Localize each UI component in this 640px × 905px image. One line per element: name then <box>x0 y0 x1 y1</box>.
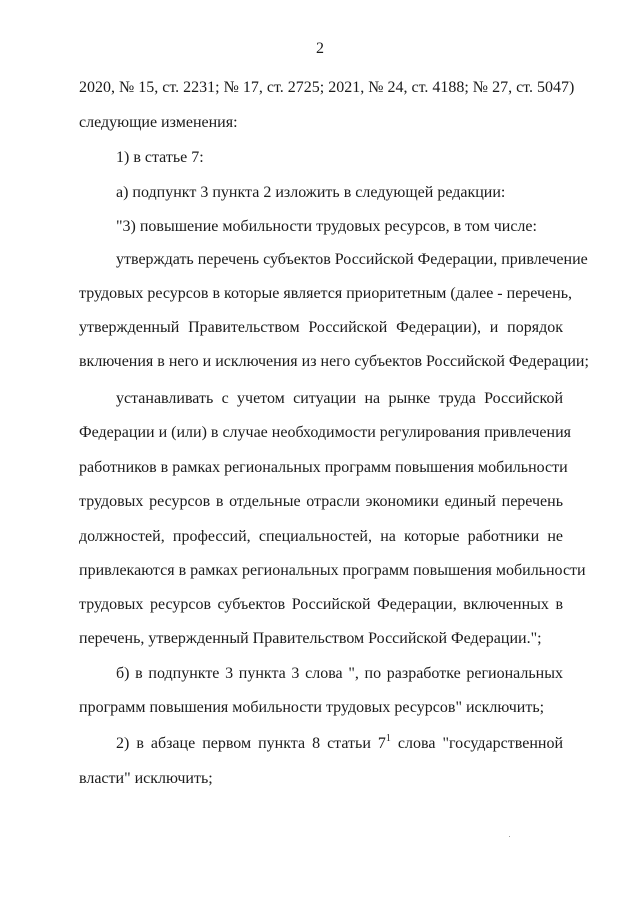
text-line: власти" исключить; <box>79 770 213 787</box>
text-line: трудовых ресурсов субъектов Российской Федерации, включенных в <box>79 596 563 613</box>
text-line: утверждать перечень субъектов Российской Федерации, привлечение <box>116 251 588 268</box>
scan-speck <box>509 836 510 837</box>
text-line: устанавливать с учетом ситуации на рынке труда Российской <box>116 390 563 407</box>
text-line-with-superscript <box>116 733 564 752</box>
text-line: б) в подпункте 3 пункта 3 слова ", по разработке региональных <box>116 665 563 682</box>
text-line: "3) повышение мобильности трудовых ресурсов, в том числе: <box>116 218 537 235</box>
page-number: 2 <box>316 40 324 57</box>
text-segment: 2) в абзаце первом пункта 8 статьи 7 <box>116 735 386 752</box>
text-line: Федерации и (или) в случае необходимости регулирования привлечения <box>79 424 572 441</box>
text-line: привлекаются в рамках региональных программ повышения мобильности <box>79 562 586 579</box>
superscript: 1 <box>385 733 391 744</box>
text-line: работников в рамках региональных программ повышения мобильности <box>79 459 568 476</box>
text-line: должностей, профессий, специальностей, на которые работники не <box>79 528 563 545</box>
text-line: утвержденный Правительством Российской Федерации), и порядок <box>79 319 563 336</box>
text-line: включения в него и исключения из него субъектов Российской Федерации; <box>79 353 589 370</box>
text-segment: слова "государственной <box>390 735 564 752</box>
text-line: следующие изменения: <box>79 114 238 131</box>
text-line: программ повышения мобильности трудовых ресурсов" исключить; <box>79 699 545 716</box>
text-line: а) подпункт 3 пункта 2 изложить в следующей редакции: <box>116 184 506 201</box>
text-line: трудовых ресурсов в отдельные отрасли экономики единый перечень <box>79 493 563 510</box>
text-line: перечень, утвержденный Правительством Российской Федерации."; <box>79 630 542 647</box>
text-line: 1) в статье 7: <box>116 149 204 166</box>
text-line: трудовых ресурсов в которые является приоритетным (далее - перечень, <box>79 285 573 302</box>
text-line: 2020, № 15, ст. 2231; № 17, ст. 2725; 2021, № 24, ст. 4188; № 27, ст. 5047) <box>79 79 575 96</box>
